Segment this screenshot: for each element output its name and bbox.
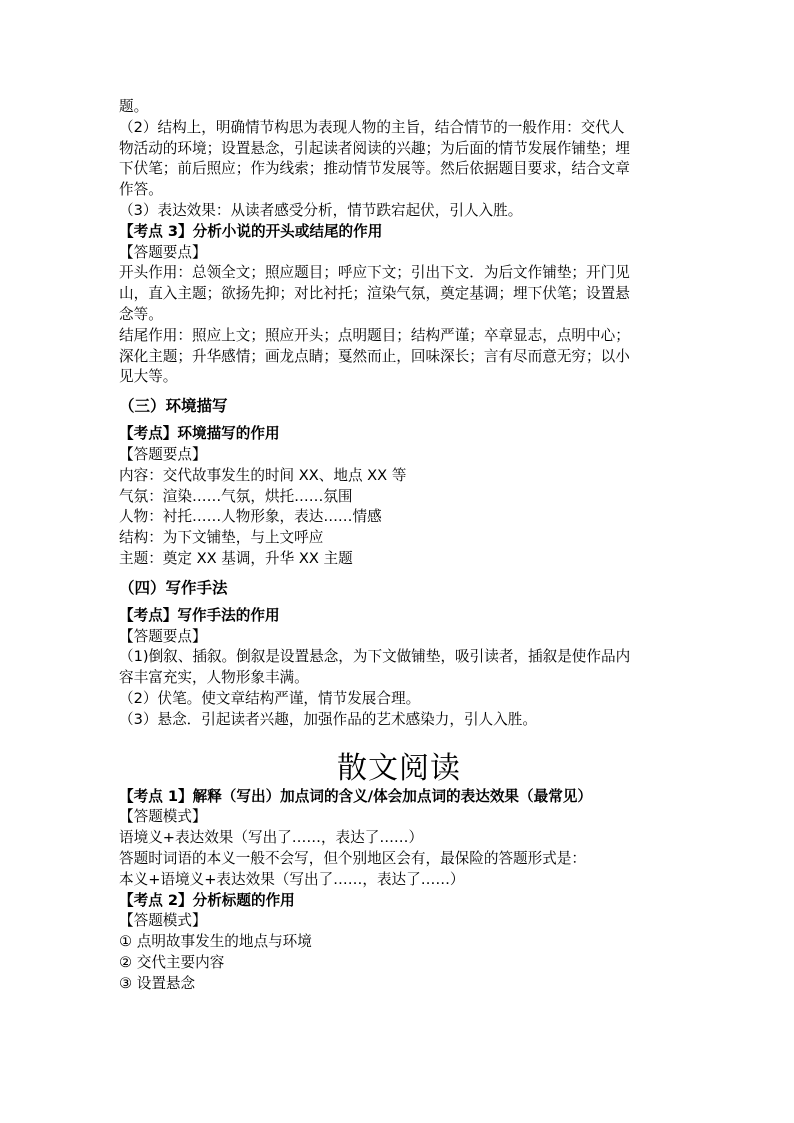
paragraph-line: 主题：奠定 XX 基调，升华 XX 主题: [119, 549, 353, 567]
paragraph-line: 人物：衬托……人物形象，表达……情感: [119, 508, 382, 526]
answer-mode-label: 【答题模式】: [119, 912, 207, 930]
paragraph-line: 山，直入主题；欲扬先抑；对比衬托；渲染气氛，奠定基调；埋下伏笔；设置悬: [119, 285, 630, 303]
paragraph-line: 内容：交代故事发生的时间 XX、地点 XX 等: [119, 466, 407, 484]
list-item: ③ 设置悬念: [119, 974, 196, 992]
paragraph-line: （3）表达效果：从读者感受分析，情节跌宕起伏，引人入胜。: [119, 201, 523, 219]
answer-points-label: 【答题要点】: [119, 445, 207, 463]
answer-mode-label: 【答题模式】: [119, 808, 207, 826]
kaodian-heading: 【考点 2】分析标题的作用: [119, 891, 295, 909]
kaodian-heading: 【考点】写作手法的作用: [119, 606, 280, 624]
paragraph-line: 容丰富充实，人物形象丰满。: [119, 669, 309, 687]
paragraph-line: 作答。: [119, 181, 163, 199]
paragraph-line: 答题时词语的本义一般不会写，但个别地区会有，最保险的答题形式是：: [119, 849, 587, 867]
section-heading: （四）写作手法: [119, 577, 228, 597]
answer-points-label: 【答题要点】: [119, 627, 207, 645]
paragraph-line: 结构：为下文铺垫，与上文呼应: [119, 529, 324, 547]
paragraph-line: 语境义+表达效果（写出了……，表达了……）: [119, 829, 424, 847]
kaodian-heading: 【考点】环境描写的作用: [119, 425, 280, 443]
paragraph-line: 开头作用：总领全文；照应题目；呼应下文；引出下文．为后文作铺垫；开门见: [119, 264, 630, 282]
answer-points-label: 【答题要点】: [119, 243, 207, 261]
paragraph-line: 本义+语境义+表达效果（写出了……，表达了……）: [119, 870, 465, 888]
paragraph-line: 下伏笔；前后照应；作为线索；推动情节发展等。然后依据题目要求，结合文章: [119, 160, 630, 178]
kaodian-heading: 【考点 1】解释（写出）加点词的含义/体会加点词的表达效果（最常见）: [119, 787, 592, 805]
section-heading: （三）环境描写: [119, 396, 228, 416]
paragraph-line: （3）悬念．引起读者兴趣，加强作品的艺术感染力，引人入胜。: [119, 710, 537, 728]
paragraph-line: 气氛：渲染……气氛，烘托……氛围: [119, 487, 353, 505]
paragraph-line: 物活动的环境；设置悬念，引起读者阅读的兴趣；为后面的情节发展作铺垫；埋: [119, 139, 630, 157]
kaodian-heading: 【考点 3】分析小说的开头或结尾的作用: [119, 222, 383, 240]
document-page: [119, 97, 679, 994]
paragraph-line: 结尾作用：照应上文；照应开头；点明题目；结构严谨；卒章显志，点明中心；: [119, 326, 630, 344]
paragraph-line: 题。: [119, 98, 149, 115]
page-title: 散文阅读: [337, 750, 461, 786]
paragraph-line: 见大等。: [119, 368, 178, 386]
paragraph-line: （1)倒叙、插叙。倒叙是设置悬念，为下文做铺垫，吸引读者，插叙是使作品内: [119, 648, 631, 666]
paragraph-line: 深化主题；升华感情；画龙点睛；戛然而止，回味深长；言有尽而意无穷；以小: [119, 347, 630, 365]
paragraph-line: （2）伏笔。使文章结构严谨，情节发展合理。: [119, 689, 421, 707]
list-item: ① 点明故事发生的地点与环境: [119, 933, 312, 951]
list-item: ② 交代主要内容: [119, 953, 225, 971]
paragraph-line: 念等。: [119, 305, 163, 323]
paragraph-line: （2）结构上，明确情节构思为表现人物的主旨，结合情节的一般作用：交代人: [119, 118, 625, 136]
